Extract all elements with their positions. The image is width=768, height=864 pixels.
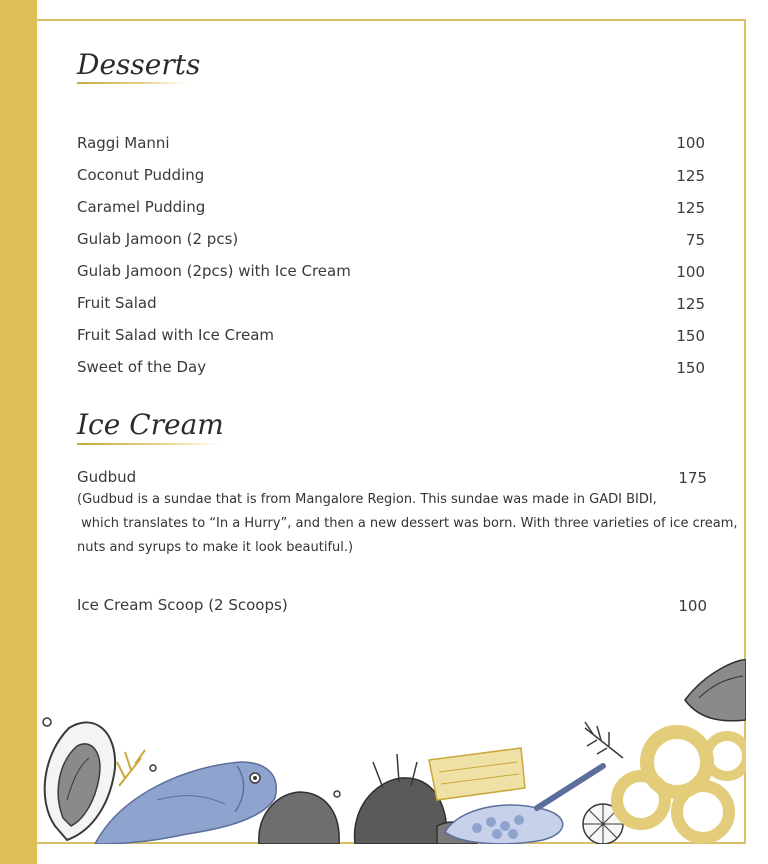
item-price: 175 bbox=[678, 469, 707, 487]
item-price: 150 bbox=[676, 359, 705, 377]
item-price: 125 bbox=[676, 167, 705, 185]
item-name: Sweet of the Day bbox=[77, 358, 207, 376]
item-name: Caramel Pudding bbox=[77, 198, 206, 216]
description-line: nuts and syrups to make it look beautiful.) bbox=[77, 540, 354, 555]
item-price: 150 bbox=[676, 327, 705, 345]
item-price: 100 bbox=[676, 263, 705, 281]
title-underline-ice-cream bbox=[77, 443, 222, 445]
item-price: 100 bbox=[676, 134, 705, 152]
left-accent-bar bbox=[0, 0, 37, 864]
item-price: 125 bbox=[676, 295, 705, 313]
oyster-icon bbox=[685, 660, 746, 721]
section-title-ice-cream: Ice Cream bbox=[77, 408, 224, 441]
item-description bbox=[77, 488, 738, 560]
herb-sprig-icon bbox=[117, 750, 156, 786]
item-name: Gudbud bbox=[77, 468, 137, 486]
salmon-fillet-icon bbox=[429, 748, 525, 800]
item-price: 75 bbox=[685, 231, 705, 249]
title-underline-desserts bbox=[77, 82, 189, 84]
section-title-desserts: Desserts bbox=[77, 48, 201, 81]
item-price: 100 bbox=[678, 597, 707, 615]
item-price: 125 bbox=[676, 199, 705, 217]
item-name: Ice Cream Scoop (2 Scoops) bbox=[77, 596, 288, 614]
herb-sprig-icon bbox=[585, 722, 623, 758]
squid-ring-icon bbox=[617, 732, 746, 838]
item-name: Gulab Jamoon (2pcs) with Ice Cream bbox=[77, 262, 351, 280]
item-name: Fruit Salad with Ice Cream bbox=[77, 326, 274, 344]
seafood-illustration bbox=[37, 650, 746, 844]
item-name: Gulab Jamoon (2 pcs) bbox=[77, 230, 239, 248]
oyster-icon bbox=[43, 718, 115, 840]
item-name: Fruit Salad bbox=[77, 294, 157, 312]
item-name: Raggi Manni bbox=[77, 134, 170, 152]
description-line: which translates to “In a Hurry”, and then a new dessert was born. With three varieties of ice cream, bbox=[77, 516, 738, 531]
item-name: Coconut Pudding bbox=[77, 166, 205, 184]
description-line: (Gudbud is a sundae that is from Mangalore Region. This sundae was made in GADI BIDI, bbox=[77, 492, 657, 507]
